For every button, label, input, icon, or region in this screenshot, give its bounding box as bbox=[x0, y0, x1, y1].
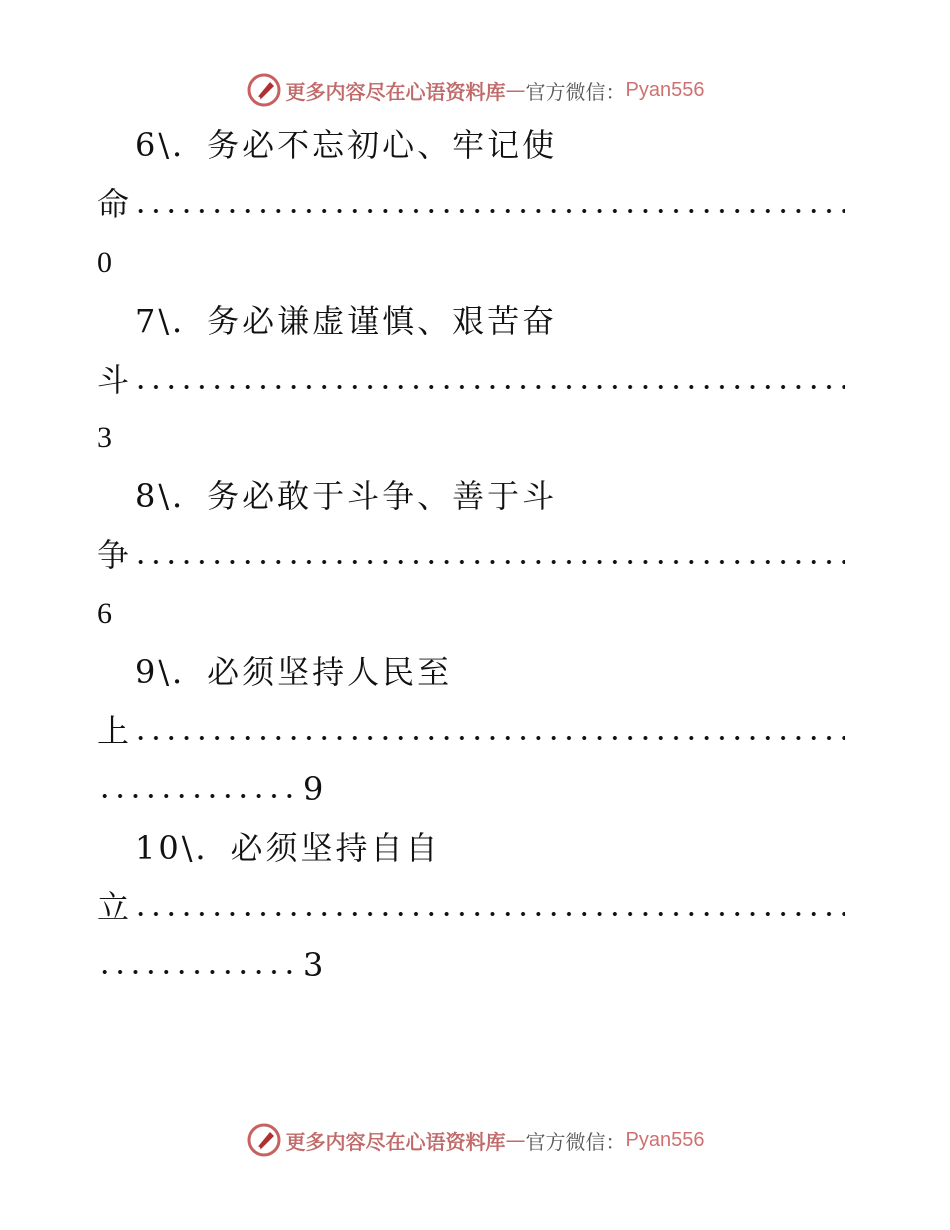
banner-title: 更多内容尽在心语资料库 bbox=[285, 79, 506, 104]
toc-entry-page: 0 bbox=[97, 246, 112, 279]
toc-entry-leader bbox=[97, 535, 845, 575]
toc-entry-last-char: 争 bbox=[97, 536, 130, 574]
banner-title: 更多内容尽在心语资料库 bbox=[285, 1129, 506, 1154]
toc-entry-last-char: 斗 bbox=[97, 361, 130, 399]
toc-entry-heading: 7\．务必谦虚谨慎、艰苦奋 bbox=[135, 302, 558, 340]
toc-entry-last-char: 立 bbox=[97, 888, 130, 926]
pen-logo-icon bbox=[246, 72, 282, 108]
banner-wechat-id: Pyan556 bbox=[625, 1128, 705, 1151]
toc-entry-leader bbox=[97, 711, 845, 751]
toc-entry-heading: 8\．务必敢于斗争、善于斗 bbox=[135, 477, 558, 515]
toc-entry-heading: 9\．必须坚持人民至 bbox=[135, 653, 453, 691]
toc-entry-heading: 10\．必须坚持自自 bbox=[135, 829, 441, 867]
toc-entry-leader-continued bbox=[97, 769, 323, 809]
pen-logo-icon bbox=[246, 1122, 282, 1158]
toc-entry-leader bbox=[97, 184, 845, 224]
toc-entry-page: 6 bbox=[97, 597, 112, 630]
dot-leader bbox=[97, 794, 297, 798]
dot-leader bbox=[133, 560, 845, 564]
toc-entry-leader bbox=[97, 360, 845, 400]
toc-entry-page: 3 bbox=[303, 946, 324, 984]
toc-entry-leader bbox=[97, 887, 845, 927]
banner-wechat-id: Pyan556 bbox=[625, 78, 705, 101]
dot-leader bbox=[133, 912, 845, 916]
dot-leader bbox=[97, 970, 297, 974]
toc-entry-last-char: 上 bbox=[97, 712, 130, 750]
dot-leader bbox=[133, 209, 845, 213]
banner-dash: — bbox=[505, 1128, 526, 1152]
banner-wechat-label: 官方微信： bbox=[525, 1129, 626, 1154]
banner-wechat-label: 官方微信： bbox=[525, 79, 626, 104]
banner-dash: — bbox=[505, 78, 526, 102]
toc-entry-last-char: 命 bbox=[97, 185, 130, 223]
toc-entry-heading: 6\．务必不忘初心、牢记使 bbox=[135, 126, 558, 164]
footer-banner bbox=[0, 1120, 950, 1160]
toc-entry-leader-continued bbox=[97, 945, 323, 985]
toc-entry-page: 3 bbox=[97, 421, 112, 454]
header-banner bbox=[0, 70, 950, 110]
dot-leader bbox=[133, 736, 845, 740]
dot-leader bbox=[133, 385, 845, 389]
toc-entry-page: 9 bbox=[303, 770, 324, 808]
